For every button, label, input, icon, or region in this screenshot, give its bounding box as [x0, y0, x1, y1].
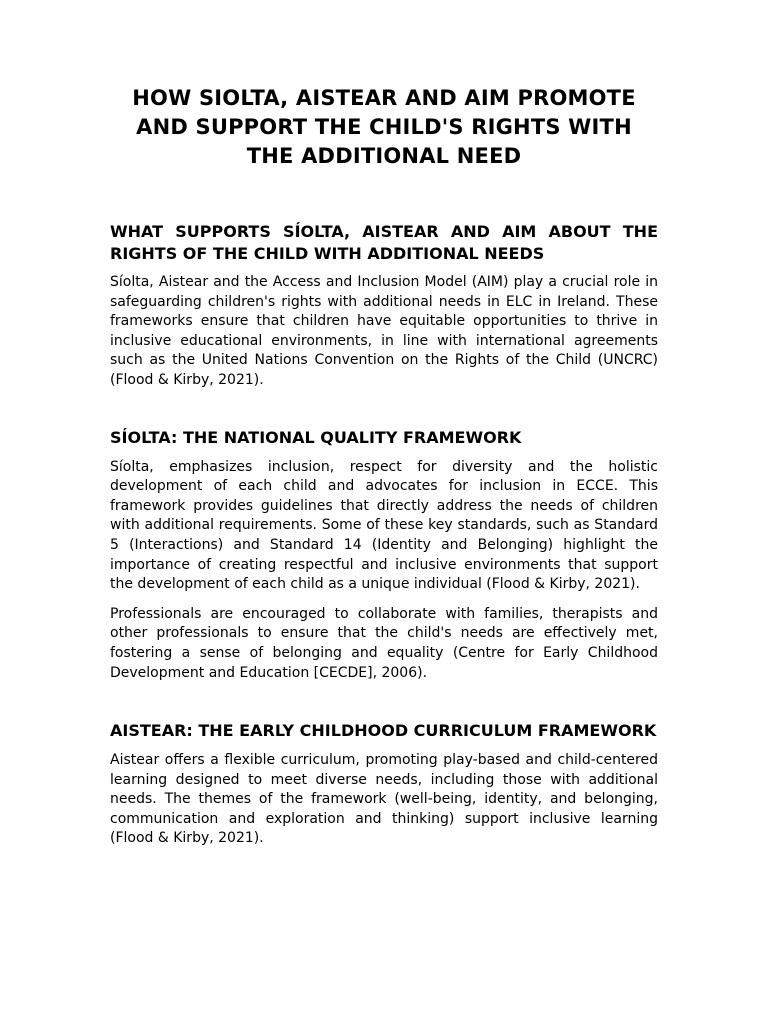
section-heading-aistear: AISTEAR: THE EARLY CHILDHOOD CURRICULUM FRAMEWORK: [110, 721, 657, 741]
section-heading-rights: WHAT SUPPORTS SÍOLTA, AISTEAR AND AIM ABOUT THE RIGHTS OF THE CHILD WITH ADDITIONAL NEEDS: [110, 222, 658, 263]
paragraph-aistear-curriculum: Aistear offers a flexible curriculum, promoting play-based and child-centered learning designed to meet diverse needs, including those with additional needs. The themes of the framework (well-being, identity, and belonging, communication and exploration and thinking) support inclusive learning (Flood & Kirby, 2021).: [110, 752, 658, 847]
document-page: [110, 0, 658, 849]
paragraph-rights-intro: Síolta, Aistear and the Access and Inclusion Model (AIM) play a crucial role in safeguarding children's rights with additional needs in ELC in Ireland. These frameworks ensure that children have equitable opportunities to thrive in inclusive educational environments, in line with international agreements such as the United Nations Convention on the Rights of the Child (UNCRC) (Flood & Kirby, 2021).: [110, 274, 658, 388]
section-heading-siolta: SÍOLTA: THE NATIONAL QUALITY FRAMEWORK: [110, 427, 522, 447]
paragraph-siolta-collaboration: Professionals are encouraged to collaborate with families, therapists and other professionals to ensure that the child's needs are effectively met, fostering a sense of belonging and equality (Centre for Early Childhood Development and Education [CECDE], 2006).: [110, 605, 658, 681]
document-title: HOW SIOLTA, AISTEAR AND AIM PROMOTE AND SUPPORT THE CHILD'S RIGHTS WITH THE ADDITIONAL NEED: [132, 86, 636, 168]
paragraph-siolta-inclusion: Síolta, emphasizes inclusion, respect for diversity and the holistic development of each child and advocates for inclusion in ECCE. This framework provides guidelines that directly address the needs of children with additional requirements. Some of these key standards, such as Standard 5 (Interactions) and Standard 14 (Identity and Belonging) highlight the importance of creating respectful and inclusive environments that support the development of each child as a unique individual (Flood & Kirby, 2021).: [110, 458, 658, 593]
